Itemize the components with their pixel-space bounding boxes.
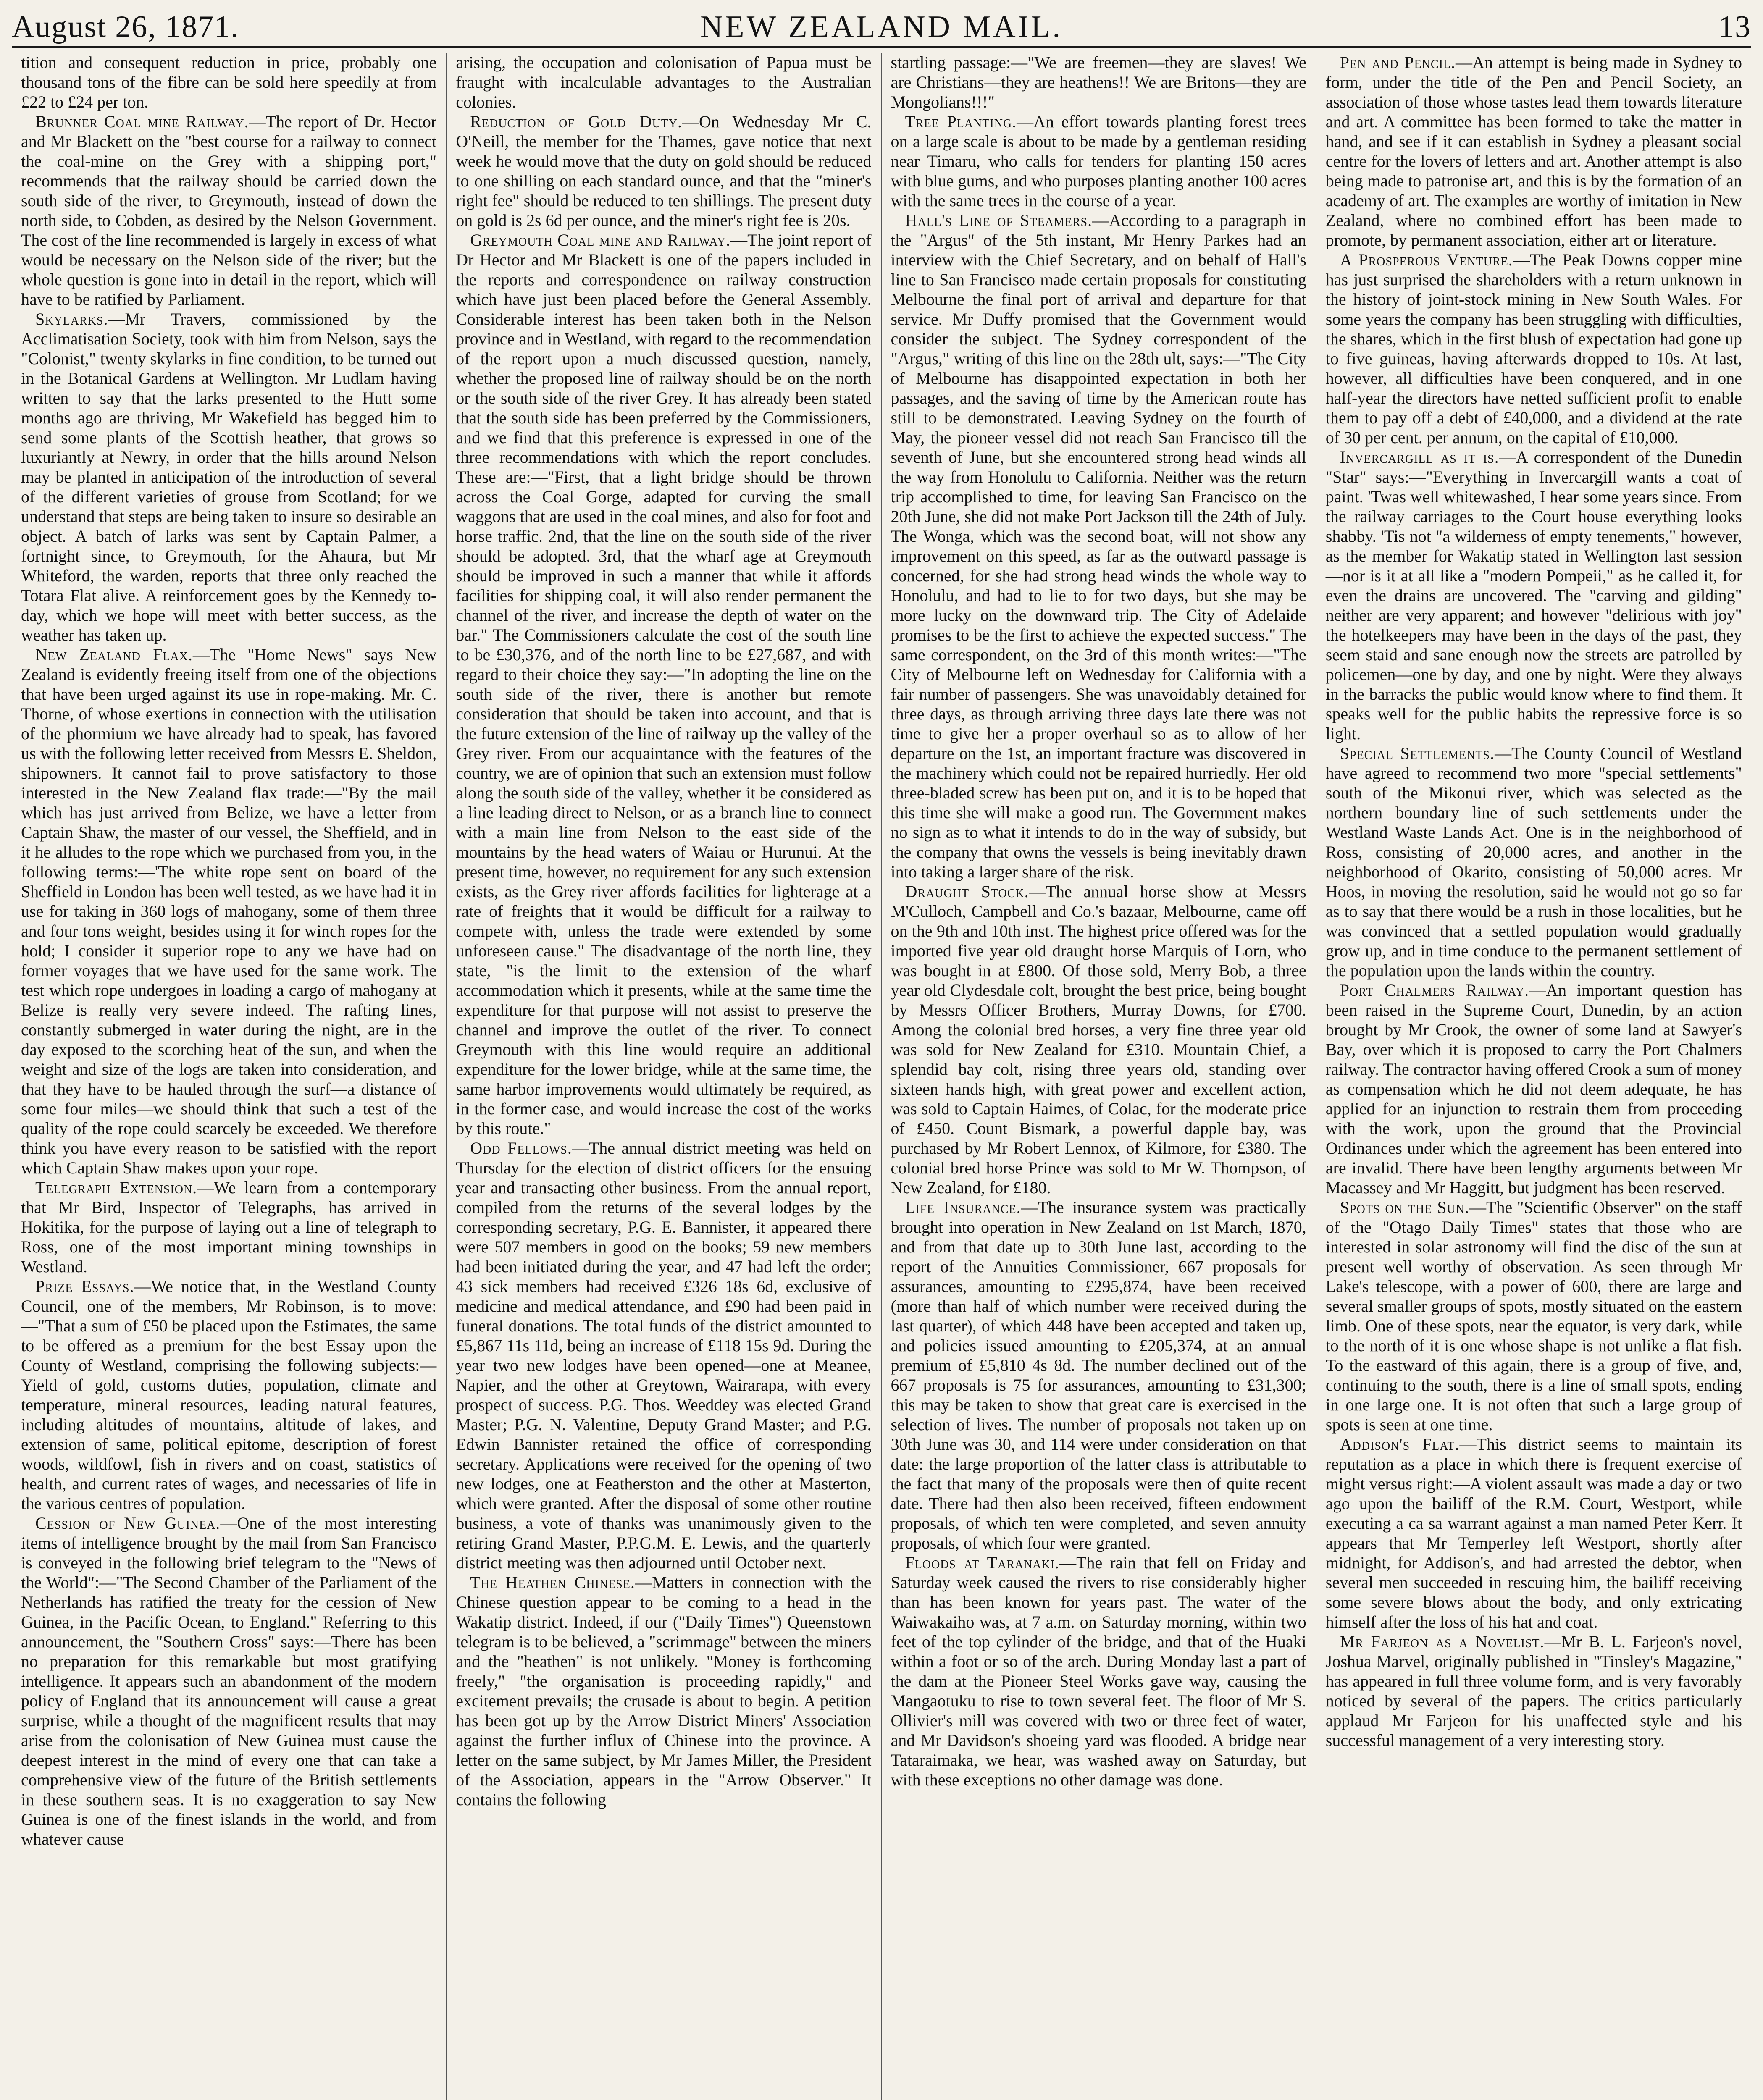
news-item-heading: Pen and Pencil. [1340, 53, 1456, 72]
news-item-body: —The "Home News" says New Zealand is evidently freeing itself from one of the objections that have been urged against its use in rope-making. Mr. C. Thorne, of whose exertions in connection with the utilisation of the phormium we have already had to speak, has favored us with the following letter received from Messrs E. Sheldon, shipowners. It cannot fail to prove satisfactory to those interested in the New Zealand flax trade:—"By the mail which has just arrived from Belize, we have a letter from Captain Shaw, the master of our vessel, the Sheffield, and in it he alludes to the rope which we purchased from you, in the following terms:—'The white rope sent on board of the Sheffield in London has been well tested, as we have had it in use for taking in 360 logs of mahogany, some of them three and four tons weight, besides using it for winch ropes for the hold; I consider it superior rope to any we have had on former voyages that we have used for the same work. The test which rope undergoes in loading a cargo of mahogany at Belize is really very severe indeed. The rafting lines, constantly submerged in water during the night, are in the day exposed to the scorching heat of the sun, and when the weight and size of the logs are taken into consideration, and that they have to be hauled through the surf—a distance of some four miles—we should think that such a test of the quality of the rope could scarcely be exceeded. We therefore think you have every reason to be satisfied with the report which Captain Shaw makes upon your rope. [21, 645, 437, 1177]
news-item-heading: Brunner Coal mine Railway. [35, 112, 249, 131]
news-item-body: tition and consequent reduction in price, probably one thousand tons of the fibre can be sold here speedily at from £22 to £24 per ton. [21, 53, 437, 111]
news-item-heading: Telegraph Extension. [35, 1178, 197, 1197]
news-item [21, 1276, 436, 1513]
news-item-heading: A Prosperous Venture. [1340, 250, 1513, 269]
news-item [1326, 743, 1742, 980]
news-item [1326, 447, 1742, 743]
news-item [891, 210, 1306, 882]
news-item-body: —The insurance system was practically brought into operation in New Zealand on 1st March, 1870, and from that date up to 30th June last, according to the report of the Annuities Commissioner, 667 proposals for assurances, amounting to £295,874, have been received (more than half of which number were received during the last quarter), of which 448 have been accepted and taken up, and policies issued amounting to £205,374, at an annual premium of £5,810 4s 8d. The number declined out of the 667 proposals is 75 for assurances, amounting to £31,300; this may be taken to show that great care is exercised in the selection of lives. The number of proposals not taken up on 30th June was 30, and 114 were under consideration on that date: the large proportion of the latter class is attributable to the fact that many of the proposals were then of quite recent date. There had then also been received, fifteen endowment proposals, of which ten were completed, and seven annuity proposals, of which four were granted. [891, 1198, 1306, 1552]
news-item-heading: Port Chalmers Railway. [1340, 981, 1529, 1000]
news-item-heading: New Zealand Flax. [35, 645, 193, 664]
news-item-body: startling passage:—"We are freemen—they are slaves! We are Christians—they are heathens!! We are Britons—they are Mongolians!!!" [891, 53, 1306, 111]
news-item-body: —A correspondent of the Dunedin "Star" says:—"Everything in Invercargill wants a coat of paint. 'Twas well whitewashed, I hear some years since. From the railway carriages to the Court house everything looks shabby. 'Tis not "a wilderness of empty tenements," however, as the member for Wakatip stated in Wellington last session—nor is it at all like a "modern Pompeii," as he called it, for even the drains are uncovered. The "carving and gilding" neither are very apparent; and however "delirious with joy" the hotelkeepers may have been in the days of the past, they seem staid and sane enough now the streets are patrolled by policemen—one by day, and one by night. Were they always in the barracks the public would know where to find them. It speaks well for the public habits the repressive force is so light. [1325, 448, 1742, 743]
news-item-body: —An effort towards planting forest trees on a large scale is about to be made by a gentleman residing near Timaru, who calls for tenders for planting 150 acres with blue gums, and who purposes planting another 100 acres with the same trees in the course of a year. [891, 112, 1306, 210]
news-item-body: —An attempt is being made in Sydney to form, under the title of the Pen and Pencil Society, an association of those whose tastes lead them towards literature and art. A committee has been formed to take the matter in hand, and see if it can establish in Sydney a pleasant social centre for the lovers of letters and art. Another attempt is also being made to patronise art, and this is by the formation of an academy of art. The examples are worthy of imitation in New Zealand, where no combined effort has been made to promote, by permanent association, either art or literature. [1325, 53, 1742, 249]
article-columns [12, 52, 1751, 2100]
column-2 [447, 52, 881, 2100]
news-item-body: —We notice that, in the Westland County Council, one of the members, Mr Robinson, is to move:—"That a sum of £50 be placed upon the Estimates, the same to be offered as a premium for the best Essay upon the County of Westland, comprising the following subjects:—Yield of gold, customs duties, population, climate and temperature, mineral resources, leading natural features, including altitudes of mountains, altitude of lakes, and extension of same, political epitome, description of forest woods, wildfowl, fish in rivers and on coast, statistics of health, and current rates of wages, and necessaries of life in the various centres of population. [21, 1277, 437, 1513]
news-item [1326, 52, 1742, 250]
news-item-heading: Greymouth Coal mine and Railway. [470, 231, 731, 249]
column-4 [1316, 52, 1751, 2100]
news-item [21, 112, 436, 309]
news-item [891, 1197, 1306, 1553]
news-item-heading: Floods at Taranaki. [905, 1553, 1060, 1572]
news-item-body: —We learn from a contemporary that Mr Bird, Inspector of Telegraphs, has arrived in Hokitika, for the purpose of laying out a line of telegraph to Ross, one of the most important mining townships in Westland. [21, 1178, 437, 1276]
news-item-body: —On Wednesday Mr C. O'Neill, the member for the Thames, gave notice that next week he would move that the duty on gold should be reduced to one shilling on each standard ounce, and that the "miner's right fee" should be reduced to ten shillings. The present duty on gold is 2s 6d per ounce, and the miner's right fee is 20s. [456, 112, 872, 230]
news-item-body: —The report of Dr. Hector and Mr Blackett on the "best course for a railway to connect the coal-mine on the Grey with a shipping port," recommends that the railway should be carried down the south side of the river, to Greymouth, instead of down the north side, to Cobden, as desired by the Nelson Government. The cost of the line recommended is largely in excess of what would be necessary on the Nelson side of the river; but the whole question is gone into in detail in the report, which will have to be ratified by Parliament. [21, 112, 437, 309]
column-3 [882, 52, 1316, 2100]
news-item-heading: Cession of New Guinea. [35, 1514, 221, 1533]
news-item-body: —Mr Travers, commissioned by the Acclimatisation Society, took with him from Nelson, says the "Colonist," twenty skylarks in fine condition, to be turned out in the Botanical Gardens at Wellington. Mr Ludlam having written to say that the larks presented to the Hutt some months ago are thriving, Mr Wakefield has begged him to send some plants of the Scottish heather, that grows so luxuriantly at Newry, in order that the hills around Nelson may be planted in anticipation of the introduction of several of the different varieties of grouse from Scotland; for we understand that steps are being taken to insure so desirable an object. A batch of larks was sent by Captain Palmer, a fortnight since, to Greymouth, for the Ahaura, but Mr Whiteford, the warden, reports that three only reached the Totara Flat alive. A reinforcement goes by the Kennedy to-day, which we hope will meet with better success, as the weather has taken up. [21, 310, 437, 644]
news-item [21, 1178, 436, 1276]
news-item-heading: Addison's Flat. [1340, 1435, 1460, 1454]
news-item-body: —The Peak Downs copper mine has just surprised the shareholders with a return unknown in the history of joint-stock mining in New South Wales. For some years the company has been struggling with difficulties, the shares, which in the first blush of expectation had gone up to five guineas, having afterwards dropped to 10s. At last, however, all difficulties have been conquered, and in one half-year the directors have netted sufficient profit to enable them to pay off a debt of £40,000, and a dividend at the rate of 30 per cent. per annum, on the capital of £10,000. [1325, 250, 1742, 447]
news-item [891, 112, 1306, 210]
news-item-body: —The County Council of Westland have agreed to recommend two more "special settlements" south of the Mikonui river, which was selected as the northern boundary line of such settlements under the Westland Waste Lands Act. One is in the neighborhood of Ross, consisting of 20,000 acres, and another in the neighborhood of Okarito, consisting of 50,000 acres. Mr Hoos, in moving the resolution, said he would not go so far as to say that there would be a rush in those localities, but he was convinced that a settled population would gradually grow up, and in time conduce to the permanent settlement of the population upon the lands within the country. [1325, 744, 1742, 980]
news-item [21, 309, 436, 645]
news-item [1326, 1434, 1742, 1632]
news-item-heading: Reduction of Gold Duty. [470, 112, 683, 131]
news-item-heading: Invercargill as it is. [1340, 448, 1499, 467]
news-item-body: —This district seems to maintain its reputation as a place in which there is frequent exercise of might versus right:—A violent assault was made a day or two ago upon the bailiff of the R.M. Court, Westport, while executing a ca sa warrant against a man named Peter Kerr. It appears that Mr Temperley left Westport, shortly after midnight, for Addison's, and had arrested the debtor, when several men succeeded in rescuing him, the bailiff receiving some severe blows about the body, and only extricating himself after the loss of his hat and coat. [1325, 1435, 1742, 1631]
news-item-heading: Life Insurance. [905, 1198, 1021, 1217]
column-1 [12, 52, 447, 2100]
news-item [456, 1572, 871, 1809]
news-item [1326, 1632, 1742, 1750]
news-item-body: arising, the occupation and colonisation of Papua must be fraught with incalculable advantages to the Australian colonies. [456, 53, 872, 111]
news-item-heading: Spots on the Sun. [1340, 1198, 1470, 1217]
news-item-body: —According to a paragraph in the "Argus" of the 5th instant, Mr Henry Parkes had an interview with the Chief Secretary, and on behalf of Hall's line to San Francisco made certain proposals for constituting Melbourne the final port of arrival and departure for that service. Mr Duffy promised that the Government would consider the subject. The Sydney correspondent of the "Argus," writing of this line on the 28th ult, says:—"The City of Melbourne has disappointed expectation in both her passages, and the saving of time by the American route has still to be demonstrated. Leaving Sydney on the fourth of May, the pioneer vessel did not reach San Francisco till the seventh of June, but she encountered strong head winds all the way from Honolulu to California. Neither was the return trip accomplished to time, for leaving San Francisco on the 20th June, she did not make Port Jackson till the 24th of July. The Wonga, which was the second boat, will not show any improvement on this speed, as far as the outward passage is concerned, for she had strong head winds the whole way to Honolulu, and had to lie to for two days, but she may be more lucky on the downward trip. The City of Adelaide promises to be the first to achieve the expected success." The same correspondent, on the 3rd of this month writes:—"The City of Melbourne left on Wednesday for California with a fair number of passengers. She was unavoidably detained for three days, as through arriving three days late there was not time to give her a proper overhaul so as to allow of her departure on the 1st, an important fracture was discovered in the machinery which could not be repaired hurriedly. Her old three-bladed screw has been put on, and it is to be hoped that this time she will make a good run. The Government makes no sign as to what it intends to do in the way of subsidy, but the company that owns the vessels is being inevitably drawn into taking a larger share of the risk. [891, 211, 1306, 881]
continued-text [456, 52, 871, 112]
continued-text [891, 52, 1306, 112]
news-item-body: —The joint report of Dr Hector and Mr Blackett is one of the papers included in the reports and correspondence on railway construction which have just been placed before the General Assembly. Considerable interest has been taken both in the Nelson province and in Westland, with regard to the recommendation of the report upon a much discussed question, namely, whether the proposed line of railway should be on the north or the south side of the river Grey. It has already been stated that the south side has been preferred by the Commissioners, and we find that this preference is expressed in one of the three recommendations with which the report concludes. These are:—"First, that a light bridge should be thrown across the Coal Gorge, adapted for curving the small waggons that are used in the coal mines, and also for foot and horse traffic. 2nd, that the line on the south side of the river should be adopted. 3rd, that the wharf age at Greymouth should be improved in such a manner that while it affords facilities for shipping coal, it will also render permanent the channel of the river, and increase the depth of water on the bar." The Commissioners calculate the cost of the south line to be £30,376, and of the north line to be £27,687, and with regard to their choice they say:—"In adopting the line on the south side of the river, there is another but remote consideration that should be taken into account, and that is the future extension of the line of railway up the valley of the Grey river. From our acquaintance with the features of the country, we are of opinion that such an extension must follow along the south side of the valley, whether it be considered as a line leading direct to Nelson, or as a branch line to connect with a main line from Nelson to the east side of the mountains by the head waters of Waiau or Hurunui. At the present time, however, no requirement for any such extension exists, as the Grey river affords facilities for lighterage at a rate of freights that it would be difficult for a railway to compete with, unless the trade were extended by some unforeseen cause." The disadvantage of the north line, they state, "is the limit to the extension of the wharf accommodation which it presents, while at the same time the expenditure for that purpose will not assist to preserve the channel and improve the outlet of the river. To connect Greymouth with this line would require an additional expenditure for the lower bridge, while at the same time, the same harbor improvements would ultimately be required, as in the former case, and would increase the cost of the works by this route." [456, 231, 872, 1138]
news-item-body: —Matters in connection with the Chinese question appear to be coming to a head in the Wakatip district. Indeed, if our ("Daily Times") Queenstown telegram is to be believed, a "scrimmage" between the miners and the "heathen" is not unlikely. "Money is forthcoming freely," "the organisation is proceeding rapidly," and excitement prevails; the crusade is about to begin. A petition has been got up by the Arrow District Miners' Association against the further influx of Chinese into the province. A letter on the same subject, by Mr James Miller, the President of the Association, appears in the "Arrow Observer." It contains the following [456, 1573, 872, 1809]
news-item-heading: Hall's Line of Steamers. [905, 211, 1093, 230]
news-item-heading: Prize Essays. [35, 1277, 134, 1296]
issue-date: August 26, 1871. [12, 9, 239, 44]
news-item-heading: Draught Stock. [905, 882, 1029, 901]
news-item-body: —An important question has been raised in the Supreme Court, Dunedin, by an action brought by Mr Crook, the owner of some land at Sawyer's Bay, over which it is proposed to carry the Port Chalmers railway. The contractor having offered Crook a sum of money as compensation which he did not deem adequate, he has applied for an injunction to restrain them from proceeding with the work, upon the ground that the Provincial Ordinances under which the agreement has been entered into are invalid. There have been lengthy arguments between Mr Macassey and Mr Haggitt, but judgment has been reserved. [1325, 981, 1742, 1197]
news-item-body: —One of the most interesting items of intelligence brought by the mail from San Francisco is conveyed in the following brief telegram to the "News of the World":—"The Second Chamber of the Parliament of the Netherlands has ratified the treaty for the cession of New Guinea, in the Pacific Ocean, to England." Referring to this announcement, the "Southern Cross" says:—There has been no preparation for this remarkable but most gratifying intelligence. It appears such an abandonment of the modern policy of England that its announcement will cause a great surprise, while a thought of the magnificent results that may arise from the colonisation of New Guinea must cause the deepest interest in the mind of every one that can take a comprehensive view of the future of the British settlements in these southern seas. It is no exaggeration to say New Guinea is one of the finest islands in the world, and from whatever cause [21, 1514, 437, 1848]
continued-text [21, 52, 436, 112]
news-item-body: —Mr B. L. Farjeon's novel, Joshua Marvel, originally published in "Tinsley's Magazine," has appeared in full three volume form, and is very favorably noticed by several of the papers. The critics particularly applaud Mr Farjeon for his unaffected style and his successful management of a very interesting story. [1325, 1632, 1742, 1750]
news-item-body: —The rain that fell on Friday and Saturday week caused the rivers to rise considerably higher than has been known for years past. The water of the Waiwakaiho was, at 7 a.m. on Saturday morning, within two feet of the top cylinder of the bridge, and that of the Huaki within a foot or so of the arch. During Monday last a part of the dam at the Pioneer Steel Works gave way, causing the Mangaotuku to rise to town several feet. The floor of Mr S. Ollivier's mill was covered with two or three feet of water, and Mr Davidson's shoeing yard was flooded. A bridge near Tataraimaka, we hear, was washed away on Saturday, but with these exceptions no other damage was done. [891, 1553, 1306, 1789]
news-item-body: —The annual horse show at Messrs M'Culloch, Campbell and Co.'s bazaar, Melbourne, came off on the 9th and 10th inst. The highest price offered was for the imported five year old draught horse Marquis of Lorn, who was bought in at £800. Of those sold, Merry Bob, a three year old Clydesdale colt, brought the best price, being bought by Messrs Officer Brothers, Murray Downs, for £700. Among the colonial bred horses, a very fine three year old was sold for New Zealand for £310. Mountain Chief, a splendid bay colt, rising three years old, standing over sixteen hands high, with great power and excellent action, was sold to Captain Haimes, of Colac, for the moderate price of £450. Count Bismark, a powerful dapple bay, was purchased by Mr Robert Lennox, of Kilmore, for £380. The colonial bred horse Prince was sold to Mr W. Thompson, of New Zealand, for £180. [891, 882, 1306, 1197]
news-item [456, 230, 871, 1138]
page-number: 13 [1718, 9, 1751, 44]
news-item-heading: The Heathen Chinese. [470, 1573, 635, 1592]
news-item [891, 1553, 1306, 1790]
newspaper-title: NEW ZEALAND MAIL. [700, 9, 1063, 44]
news-item [21, 645, 436, 1178]
news-item-heading: Special Settlements. [1340, 744, 1495, 763]
news-item-heading: Odd Fellows. [470, 1139, 572, 1158]
news-item [456, 1138, 871, 1572]
news-item-heading: Tree Planting. [905, 112, 1017, 131]
news-item [1326, 250, 1742, 447]
news-item [1326, 1197, 1742, 1434]
news-item [1326, 980, 1742, 1197]
news-item-body: —The annual district meeting was held on Thursday for the election of district officers for the ensuing year and transacting other business. From the annual report, compiled from the returns of the several lodges by the corresponding secretary, P.G. E. Bannister, it appeared there were 507 members in good on the books; 59 new members had been initiated during the year, and 47 had left the order; 43 sick members had received £326 18s 6d, exclusive of medicine and medical attendance, and £90 had been paid in funeral donations. The total funds of the district amounted to £5,867 11s 11d, being an increase of £118 15s 9d. During the year two new lodges have been opened—one at Meanee, Napier, and the other at Greytown, Wairarapa, with every prospect of success. P.G. Thos. Weeddey was elected Grand Master; P.G. N. Valentine, Deputy Grand Master; and P.G. Edwin Bannister retained the office of corresponding secretary. Applications were received for the opening of two new lodges, one at Featherston and the other at Masterton, which were granted. After the disposal of some other routine business, a vote of thanks was unanimously given to the retiring Grand Master, P.P.G.M. E. Lewis, and the quarterly district meeting was then adjourned until October next. [456, 1139, 872, 1572]
news-item [891, 882, 1306, 1197]
news-item-heading: Mr Farjeon as a Novelist. [1340, 1632, 1545, 1651]
news-item-heading: Skylarks. [35, 310, 108, 328]
news-item [21, 1513, 436, 1849]
news-item [456, 112, 871, 230]
masthead [12, 8, 1751, 48]
news-item-body: —The "Scientific Observer" on the staff of the "Otago Daily Times" states that those who are interested in solar astronomy will find the disc of the sun at present well worthy of observation. As seen through Mr Lake's telescope, with a power of 600, there are large and several smaller groups of spots, mostly situated on the eastern limb. One of these spots, near the equator, is very dark, while to the north of it is one whose shape is not unlike a flat fish. To the eastward of this again, there is a group of five, and, continuing to the south, there is a line of small spots, ending in one large one. It is not often that such a large group of spots is seen at one time. [1325, 1198, 1742, 1434]
